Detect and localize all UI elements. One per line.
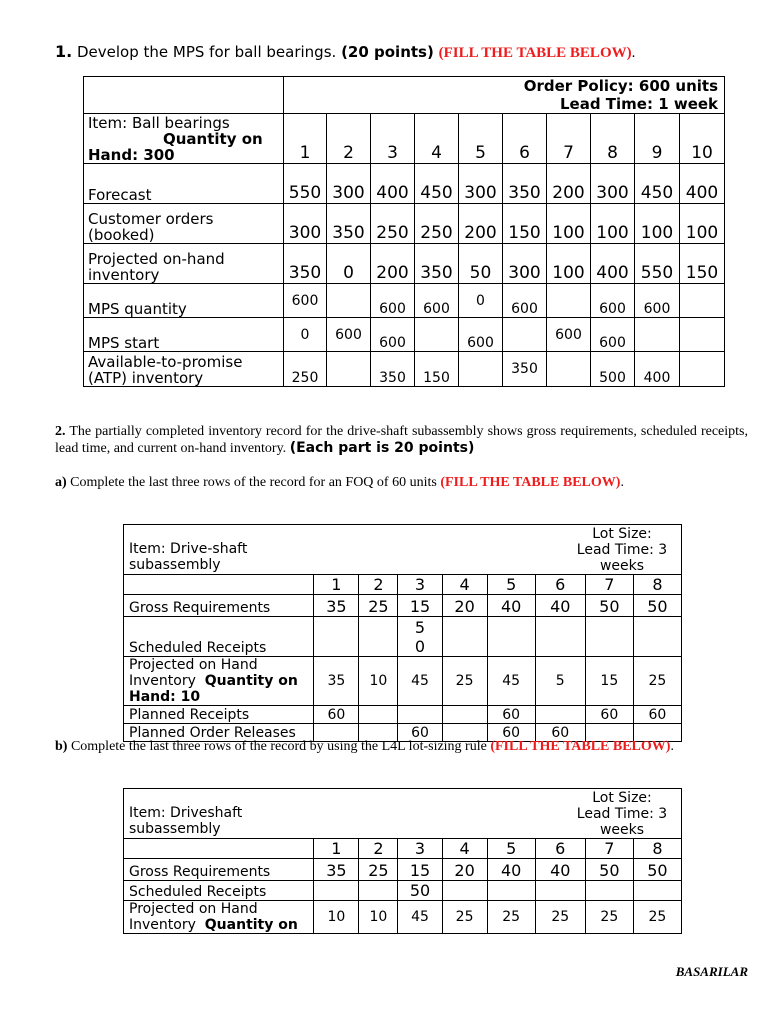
table-cell[interactable] [442,706,487,724]
table-cell[interactable] [633,617,681,657]
table-cell[interactable]: 50 [633,595,681,617]
table-cell[interactable]: 50 [585,595,633,617]
q2-text: The partially completed inventory record for the drive-shaft subassembly shows gross requirements, scheduled receipts, lead time, and current on-hand inventory. [55,424,748,456]
table-cell[interactable]: 600 [284,284,327,318]
table-cell[interactable] [327,284,371,318]
table-cell[interactable]: 250 [371,204,415,244]
table-cell[interactable]: 15 [585,657,633,706]
projected-on-hand-row [124,657,682,706]
period-header: 5 [487,575,535,595]
table-cell[interactable] [680,318,725,352]
period-header: 1 [284,114,327,164]
table-cell[interactable] [459,352,503,387]
q2-number: 2. [55,424,66,439]
table-cell[interactable]: 0 [327,244,371,284]
table-cell[interactable]: 35 [314,595,359,617]
table-cell[interactable] [547,284,591,318]
table-cell[interactable]: 25 [442,657,487,706]
table-cell[interactable] [535,881,585,901]
period-header: 8 [633,839,681,859]
table-cell[interactable]: 400 [371,164,415,204]
table-cell[interactable]: 25 [633,901,681,934]
table-cell[interactable]: 50 [585,859,633,881]
lead-time: Lead Time: 1 week [559,95,719,113]
table-cell[interactable] [635,318,680,352]
row-label: Planned Order Releases [124,724,314,742]
table-cell[interactable] [487,881,535,901]
q2a-instruction: (FILL THE TABLE BELOW) [440,475,621,490]
period-header: 5 [459,114,503,164]
q1-text: Develop the MPS for ball bearings. [77,43,337,61]
table-cell[interactable]: 60 [633,706,681,724]
table-cell[interactable] [359,881,398,901]
lead-time: Lead Time: 3 [576,806,668,822]
table-cell[interactable]: 350 [284,244,327,284]
period-header: 3 [371,114,415,164]
blank-label [124,575,314,595]
table-cell[interactable]: 300 [503,244,547,284]
q2b-label: b) [55,739,68,754]
gross-requirements-row [124,595,682,617]
q2a-period: . [620,475,624,490]
q2a-label: a) [55,475,67,490]
table-cell[interactable]: 35 [314,859,359,881]
row-label: Scheduled Receipts [124,881,314,901]
table-cell[interactable]: 10 [359,901,398,934]
q2b-text: Complete the last three rows of the record by using the L4L lot-sizing rule [70,739,487,754]
q1-number: 1. [55,42,73,61]
table-cell[interactable] [359,706,398,724]
table-cell[interactable]: 60 [535,724,585,742]
table-cell[interactable]: 300 [591,164,635,204]
table-cell[interactable]: 600 [415,284,459,318]
table-cell[interactable]: 25 [585,901,633,934]
table-cell[interactable]: 20 [442,595,487,617]
q2b-instruction: (FILL THE TABLE BELOW) [490,739,671,754]
mps-blank-corner [84,77,284,114]
q2b-line [55,738,674,755]
table-cell[interactable]: 40 [535,859,585,881]
row-label [124,657,314,706]
table-cell[interactable]: 600 [371,284,415,318]
q1-heading [55,42,635,62]
table-cell[interactable]: 40 [487,595,535,617]
period-header: 8 [633,575,681,595]
row-label: Projected on-hand inventory [84,244,284,284]
table-cell[interactable]: 45 [398,901,442,934]
table-cell[interactable] [547,352,591,387]
row-label: Available-to-promise (ATP) inventory [84,352,284,387]
table-cell[interactable]: 100 [547,244,591,284]
scheduled-receipts-row [124,881,682,901]
poh-label-inventory: Inventory [129,673,196,689]
table-cell[interactable]: 600 [503,284,547,318]
table-cell[interactable]: 600 [547,318,591,352]
table-cell[interactable] [359,617,398,657]
table-cell[interactable]: 400 [591,244,635,284]
table-cell[interactable]: 350 [327,204,371,244]
table-cell[interactable] [415,318,459,352]
table-cell[interactable]: 60 [314,706,359,724]
table-cell[interactable]: 550 [284,164,327,204]
footer-label: BASARILAR [675,964,748,979]
table-cell[interactable]: 450 [635,164,680,204]
period-header: 7 [585,839,633,859]
period-header: 4 [442,575,487,595]
row-label: Gross Requirements [124,859,314,881]
period-header: 6 [535,575,585,595]
table-cell[interactable]: 300 [459,164,503,204]
projected-on-hand-row [124,901,682,934]
table-cell[interactable]: 40 [535,595,585,617]
table-cell[interactable]: 200 [371,244,415,284]
gross-requirements-row [124,859,682,881]
table-cell[interactable]: 50 [459,244,503,284]
table-cell[interactable] [585,881,633,901]
table-cell[interactable]: 400 [680,164,725,204]
table-cell[interactable] [633,881,681,901]
item-name: Item: Driveshaft [129,804,243,821]
table-cell[interactable]: 60 [487,724,535,742]
table-cell[interactable]: 50 [398,881,442,901]
table-cell[interactable]: 350 [503,352,547,387]
table-cell[interactable]: 450 [415,164,459,204]
table-cell[interactable]: 250 [415,204,459,244]
table-cell[interactable]: 550 [635,244,680,284]
mps-table [83,76,725,387]
table-cell[interactable]: 150 [415,352,459,387]
mps-quantity-row [84,284,725,318]
lot-lead-cell [398,789,682,839]
period-header: 4 [442,839,487,859]
table-cell[interactable] [442,881,487,901]
mps-start-row [84,318,725,352]
table-cell[interactable]: 0 [284,318,327,352]
table-cell[interactable]: 50 [398,617,442,657]
table-cell[interactable]: 600 [371,318,415,352]
projected-on-hand-row [84,244,725,284]
lot-size: Lot Size: [592,790,652,806]
table-cell[interactable]: 300 [327,164,371,204]
table-cell[interactable] [680,352,725,387]
table-cell[interactable] [327,352,371,387]
period-header: 2 [359,575,398,595]
table-cell[interactable]: 15 [398,595,442,617]
table-cell[interactable]: 350 [503,164,547,204]
item-cell [84,114,284,164]
table-cell[interactable]: 350 [415,244,459,284]
table-cell[interactable]: 60 [398,724,442,742]
table-cell[interactable]: 600 [459,318,503,352]
item-name-cont: subassembly [129,556,221,573]
table-cell[interactable] [535,617,585,657]
item-cell [124,789,398,839]
table-cell[interactable]: 150 [503,204,547,244]
period-header: 1 [314,839,359,859]
forecast-row [84,164,725,204]
table-cell[interactable]: 150 [680,244,725,284]
row-label: Scheduled Receipts [124,617,314,657]
table-cell[interactable]: 0 [459,284,503,318]
mps-policy-header [284,77,725,114]
table-cell[interactable] [442,617,487,657]
table-cell[interactable]: 25 [359,595,398,617]
table-cell[interactable]: 600 [635,284,680,318]
scheduled-receipts-row [124,617,682,657]
table-cell[interactable]: 50 [633,859,681,881]
table-cell[interactable]: 600 [327,318,371,352]
row-label: Customer orders (booked) [84,204,284,244]
row-label: Planned Receipts [124,706,314,724]
table-cell[interactable]: 10 [359,657,398,706]
atp-row [84,352,725,387]
period-header: 8 [591,114,635,164]
table-cell[interactable] [680,284,725,318]
q2b-period: . [670,739,674,754]
table-cell[interactable]: 25 [535,901,585,934]
period-header: 4 [415,114,459,164]
qty-on-hand-value: Hand: 10 [129,689,201,705]
period-header: 5 [487,839,535,859]
q1-instruction: (FILL THE TABLE BELOW) [438,45,632,61]
item-cell [124,525,398,575]
table-cell[interactable]: 25 [359,859,398,881]
q2a-line [55,474,624,491]
table-cell[interactable] [314,617,359,657]
table-cell[interactable]: 300 [284,204,327,244]
qty-on-hand-label: Quantity on [204,673,298,689]
period-header: 6 [535,839,585,859]
period-header: 2 [359,839,398,859]
qty-on-hand-label: Quantity on [204,917,298,933]
period-header: 2 [327,114,371,164]
row-label: MPS quantity [84,284,284,318]
table-cell[interactable]: 15 [398,859,442,881]
table-cell[interactable]: 60 [487,706,535,724]
row-label: Forecast [84,164,284,204]
period-header: 9 [635,114,680,164]
period-header: 7 [547,114,591,164]
table-cell[interactable] [535,706,585,724]
table-cell[interactable]: 45 [487,657,535,706]
period-header: 1 [314,575,359,595]
table-cell[interactable]: 100 [635,204,680,244]
q2-points: (Each part is 20 points) [289,440,475,456]
table-cell[interactable]: 400 [635,352,680,387]
l4l-table [123,788,682,934]
table-cell[interactable]: 20 [442,859,487,881]
period-header: 3 [398,839,442,859]
table-cell[interactable]: 100 [680,204,725,244]
table-cell[interactable]: 5 [535,657,585,706]
table-cell[interactable]: 25 [633,657,681,706]
item-name: Item: Drive-shaft [129,540,248,557]
table-cell[interactable]: 500 [591,352,635,387]
item-name-cont: subassembly [129,820,221,837]
table-cell[interactable]: 600 [591,284,635,318]
period-header: 3 [398,575,442,595]
item-name: Item: Ball bearings [88,114,230,132]
planned-receipts-row [124,706,682,724]
lead-time: Lead Time: 3 [576,542,668,558]
row-label: MPS start [84,318,284,352]
lead-time-unit: weeks [599,822,645,838]
lot-lead-cell [398,525,682,575]
item-qty-label: Quantity on [163,130,263,148]
lot-size: Lot Size: [592,526,652,542]
table-cell[interactable]: 45 [398,657,442,706]
row-label [124,901,314,934]
table-cell[interactable] [585,617,633,657]
period-header: 10 [680,114,725,164]
table-cell[interactable]: 60 [585,706,633,724]
table-cell[interactable] [487,617,535,657]
table-cell[interactable]: 35 [314,657,359,706]
period-header: 6 [503,114,547,164]
table-cell[interactable]: 200 [459,204,503,244]
table-cell[interactable]: 100 [547,204,591,244]
poh-label: Projected on Hand [129,657,258,673]
q2-paragraph [55,423,748,457]
table-cell[interactable]: 200 [547,164,591,204]
order-policy: Order Policy: 600 units [523,77,719,95]
item-qty-value: Hand: 300 [88,146,175,164]
poh-label-inventory: Inventory [129,917,196,933]
table-cell[interactable]: 40 [487,859,535,881]
table-cell[interactable]: 100 [591,204,635,244]
table-cell[interactable]: 250 [284,352,327,387]
table-cell[interactable]: 25 [487,901,535,934]
table-cell[interactable]: 350 [371,352,415,387]
poh-label: Projected on Hand [129,901,258,917]
period-header: 7 [585,575,633,595]
table-cell[interactable]: 25 [442,901,487,934]
table-cell[interactable]: 600 [591,318,635,352]
table-cell[interactable] [314,881,359,901]
q1-points: (20 points) [341,43,434,61]
table-cell[interactable] [398,706,442,724]
q2a-text: Complete the last three rows of the record for an FOQ of 60 units [70,475,437,490]
blank-label [124,839,314,859]
customer-orders-row [84,204,725,244]
lead-time-unit: weeks [599,558,645,574]
table-cell[interactable]: 10 [314,901,359,934]
q1-period: . [631,45,636,61]
foq-table [123,524,682,742]
table-cell[interactable] [503,318,547,352]
row-label: Gross Requirements [124,595,314,617]
